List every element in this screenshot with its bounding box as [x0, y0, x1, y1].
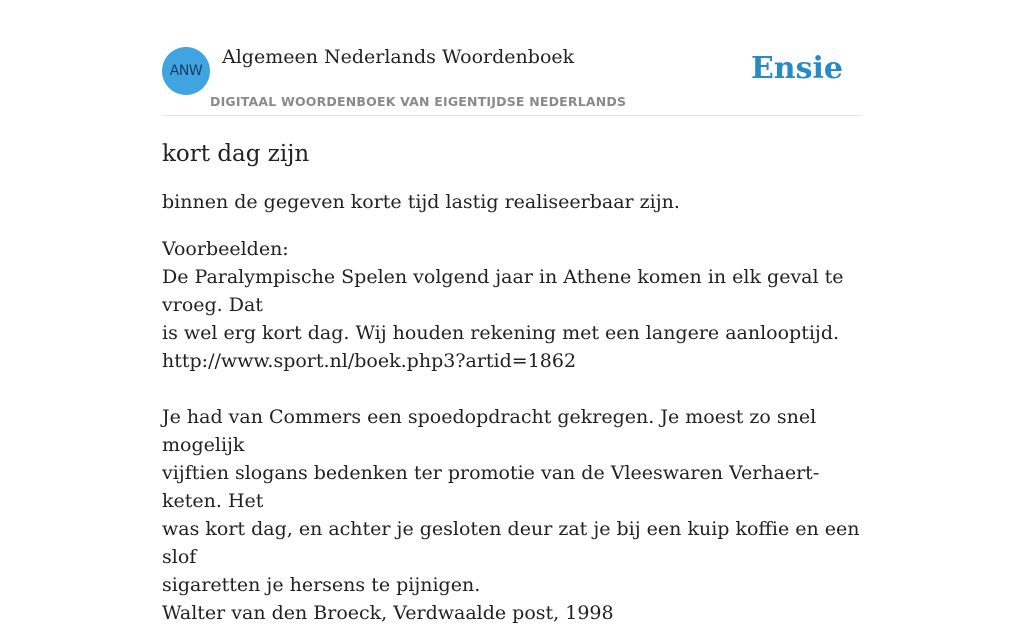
- site-subtitle: DIGITAAL WOORDENBOEK VAN EIGENTIJDSE NEDERLANDS: [210, 94, 627, 109]
- site-title[interactable]: Algemeen Nederlands Woordenboek: [222, 46, 575, 68]
- ensie-brand-logo[interactable]: Ensie: [750, 51, 843, 86]
- example-line: sigaretten je hersens te pijnigen.: [162, 574, 481, 596]
- example-line: De Paralympische Spelen volgend jaar in Athene komen in elk geval te vroeg. Dat: [162, 266, 844, 316]
- example-line: Je had van Commers een spoedopdracht gekregen. Je moest zo snel mogelijk: [162, 406, 817, 456]
- site-header: [162, 0, 862, 116]
- example-item: [162, 403, 862, 627]
- logo-text: ANW: [169, 63, 203, 79]
- entry-definition: binnen de gegeven korte tijd lastig realiseerbaar zijn.: [162, 191, 680, 213]
- example-line: is wel erg kort dag. Wij houden rekening met een langere aanlooptijd.: [162, 322, 840, 344]
- example-source: Walter van den Broeck, Verdwaalde post, 1998: [162, 602, 614, 624]
- example-line: vijftien slogans bedenken ter promotie van de Vleeswaren Verhaert-keten. Het: [162, 462, 820, 512]
- examples-section: [162, 235, 862, 627]
- entry-term: kort dag zijn: [162, 141, 310, 167]
- example-line: was kort dag, en achter je gesloten deur zat je bij een kuip koffie en een slof: [162, 518, 860, 568]
- example-item: [162, 263, 862, 375]
- example-source: http://www.sport.nl/boek.php3?artid=1862: [162, 350, 577, 372]
- example-separator: [162, 375, 862, 403]
- examples-label: Voorbeelden:: [162, 238, 289, 260]
- entry-content: [162, 138, 862, 627]
- anw-logo[interactable]: [162, 47, 210, 95]
